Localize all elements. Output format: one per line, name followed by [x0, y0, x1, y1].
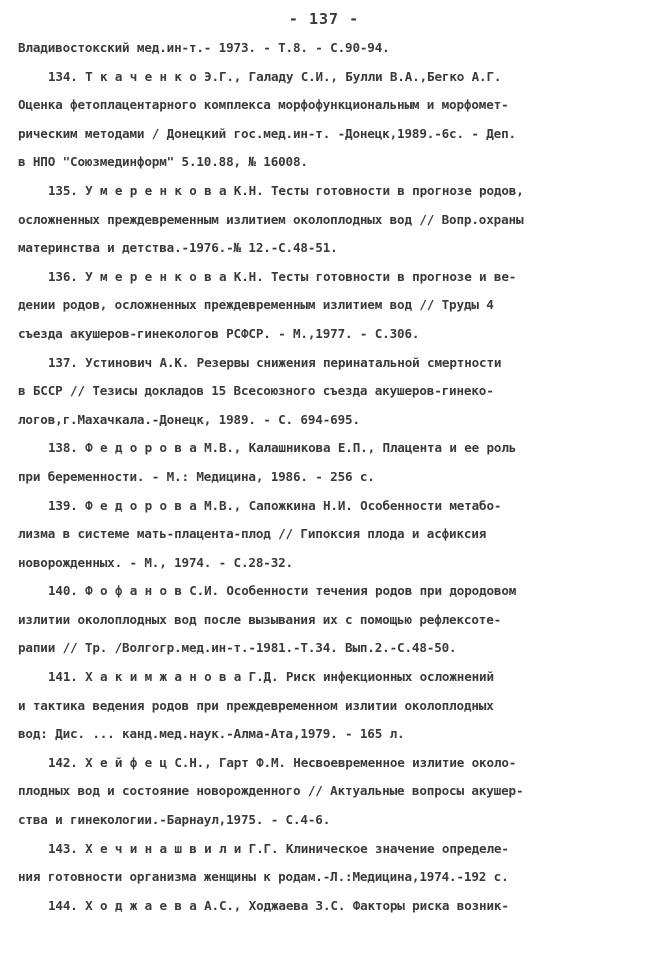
text-line: 142. Х е й ф е ц С.Н., Гарт Ф.М. Несвоевременное излитие около- [48, 754, 517, 770]
text-line: Оценка фетоплацентарного комплекса морфофункциональным и морфомет- [18, 97, 509, 113]
text-line: съезда акушеров-гинекологов РСФСР. - М.,1977. - С.306. [18, 325, 420, 341]
text-line: дении родов, осложненных преждевременным излитием вод // Труды 4 [18, 297, 494, 313]
text-line: материнства и детства.-1976.-№ 12.-С.48-51. [18, 240, 338, 256]
text-line: в НПО "Союзмединформ" 5.10.88, № 16008. [18, 154, 308, 170]
bibliography-list [18, 34, 628, 920]
text-line: ства и гинекологии.-Барнаул,1975. - С.4-6. [18, 812, 331, 828]
text-line: 139. Ф е д о р о в а М.В., Сапожкина Н.И. Особенности метабо- [48, 497, 502, 513]
text-line: и тактика ведения родов при преждевременном излитии околоплодных [18, 697, 494, 713]
text-line: 141. Х а к и м ж а н о в а Г.Д. Риск инфекционных осложнений [48, 669, 494, 685]
text-line: лизма в системе мать-плацента-плод // Гипоксия плода и асфиксия [18, 526, 487, 542]
text-line: вод: Дис. ... канд.мед.наук.-Алма-Ата,1979. - 165 л. [18, 726, 405, 742]
text-line: 134. Т к а ч е н к о Э.Г., Галаду С.И., Булли В.А.,Бегко А.Г. [48, 68, 502, 84]
text-line: рапии // Тр. /Волгогр.мед.ин-т.-1981.-Т.34. Вып.2.-С.48-50. [18, 640, 457, 656]
text-line: Владивостокский мед.ин-т.- 1973. - Т.8. - С.90-94. [18, 40, 390, 55]
text-line: ния готовности организма женщины к родам.-Л.:Медицина,1974.-192 с. [18, 869, 509, 885]
text-line: логов,г.Махачкала.-Донецк, 1989. - С. 694-695. [18, 411, 360, 427]
page-number: - 137 - [288, 10, 360, 28]
text-line: осложненных преждевременным излитием околоплодных вод // Вопр.охраны [18, 211, 524, 227]
text-line: рическим методами / Донецкий гос.мед.ин-т. -Донецк,1989.-6с. - Деп. [18, 125, 516, 141]
text-line: 137. Устинович А.К. Резервы снижения перинатальной смертности [48, 354, 502, 370]
text-line: в БССР // Тезисы докладов 15 Всесоюзного съезда акушеров-гинеко- [18, 383, 494, 399]
text-line: плодных вод и состояние новорожденного // Актуальные вопросы акушер- [18, 783, 524, 799]
text-line: 135. У м е р е н к о в а К.Н. Тесты готовности в прогнозе родов, [48, 182, 524, 198]
text-line: 136. У м е р е н к о в а К.Н. Тесты готовности в прогнозе и ве- [48, 268, 517, 284]
text-line: 143. Х е ч и н а ш в и л и Г.Г. Клиническое значение определе- [48, 840, 509, 856]
text-line: 144. Х о д ж а е в а А.С., Ходжаева З.С. Факторы риска возник- [48, 897, 509, 913]
text-line: 140. Ф о ф а н о в С.И. Особенности течения родов при дородовом [48, 583, 517, 599]
text-line: при беременности. - М.: Медицина, 1986. - 256 с. [18, 468, 375, 484]
text-line: 138. Ф е д о р о в а М.В., Калашникова Е.П., Плацента и ее роль [48, 440, 517, 456]
text-line: новорожденных. - М., 1974. - С.28-32. [18, 554, 293, 570]
text-line: излитии околоплодных вод после вызывания их с помощью рефлексотe- [18, 611, 502, 627]
